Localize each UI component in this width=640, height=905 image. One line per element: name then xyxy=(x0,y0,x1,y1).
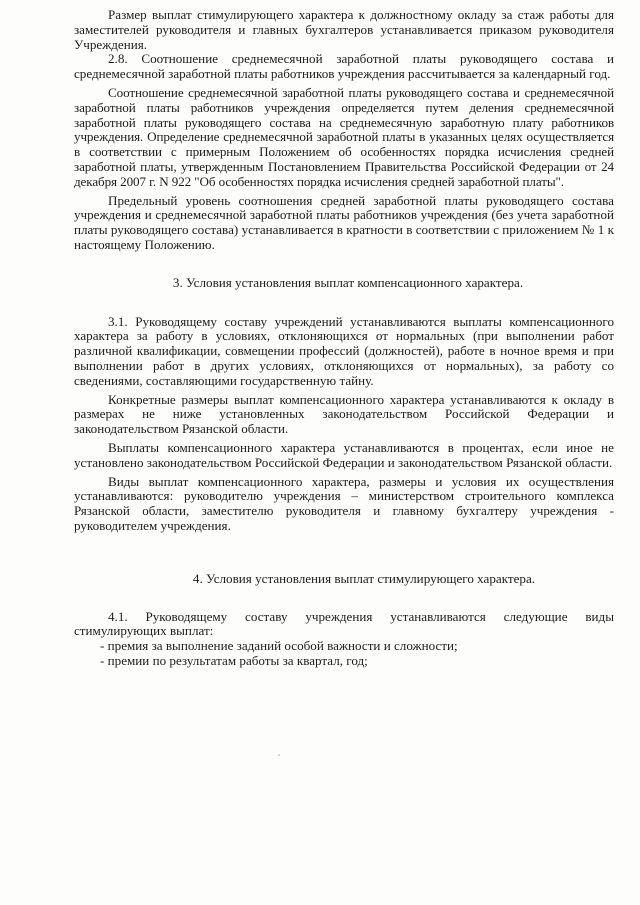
paragraph-bonus-seniority: Размер выплат стимулирующего характера к должностному окладу за стаж работы для заместителей руководителя и главных бухгалтеров устанавливается приказом руководителя Учреждения. xyxy=(74,7,614,52)
section-4-title: 4. Условия установления выплат стимулирующего характера. xyxy=(192,570,536,586)
scan-speck xyxy=(278,754,280,756)
paragraph-compensation-amounts: Конкретные размеры выплат компенсационного характера устанавливаются к окладу в размерах не ниже установленных законодательством Российской Федерации и законодательством Рязанской области. xyxy=(74,391,614,437)
incentive-payments-list xyxy=(74,639,614,669)
list-item: - премия за выполнение заданий особой важности и сложности; xyxy=(100,638,458,654)
paragraph-2-8: 2.8. Соотношение среднемесячной заработной платы руководящего состава и среднемесячной заработной платы работников учреждения рассчитывается за календарный год. xyxy=(74,51,614,82)
paragraph-salary-ratio-definition: Соотношение среднемесячной заработной платы руководящего состава и среднемесячной заработной платы работников учреждения определяется путем деления среднемесячной заработной платы руководящего состава на среднемесячную заработную плату работников учреждения. Определение среднемесячной заработной платы в указанных целях осуществляется в соответствии с примерным Положением об особенностях порядка исчисления средней заработной платы, утвержденным Постановлением Правительства Российской Федерации от 24 декабря 2007 г. N 922 "Об особенностях порядка исчисления средней заработной платы". xyxy=(74,84,614,189)
paragraph-compensation-percent: Выплаты компенсационного характера устанавливаются в процентах, если иное не установлено законодательством Российской Федерации и законодательством Рязанской области. xyxy=(74,439,614,470)
list-item: - премии по результатам работы за квартал, год; xyxy=(100,652,368,668)
paragraph-compensation-types: Виды выплат компенсационного характера, размеры и условия их осуществления устанавливаются: руководителю учреждения – министерством строительного комплекса Рязанской области, заместителю руководителя и главному бухгалтеру учреждения - руководителем учреждения. xyxy=(74,473,614,533)
paragraph-salary-ratio-limit: Предельный уровень соотношения средней заработной платы руководящего состава учреждения и среднемесячной заработной платы работников учреждения (без учета заработной платы руководящего состава) устанавливается в кратности в соответствии с приложением № 1 к настоящему Положению. xyxy=(74,192,614,252)
paragraph-4-1: 4.1. Руководящему составу учреждения устанавливаются следующие виды стимулирующих выплат: xyxy=(74,608,614,639)
section-3-title: 3. Условия установления выплат компенсационного характера. xyxy=(172,274,524,290)
paragraph-3-1: 3.1. Руководящему составу учреждений устанавливаются выплаты компенсационного характера за работу в условиях, отклоняющихся от нормальных (при выполнении работ различной квалификации, совмещении профессий (должностей), работе в ночное время и при выполнении работ в других условиях, отклоняющихся от нормальных), за работу со сведениями, составляющими государственную тайну. xyxy=(74,313,614,388)
